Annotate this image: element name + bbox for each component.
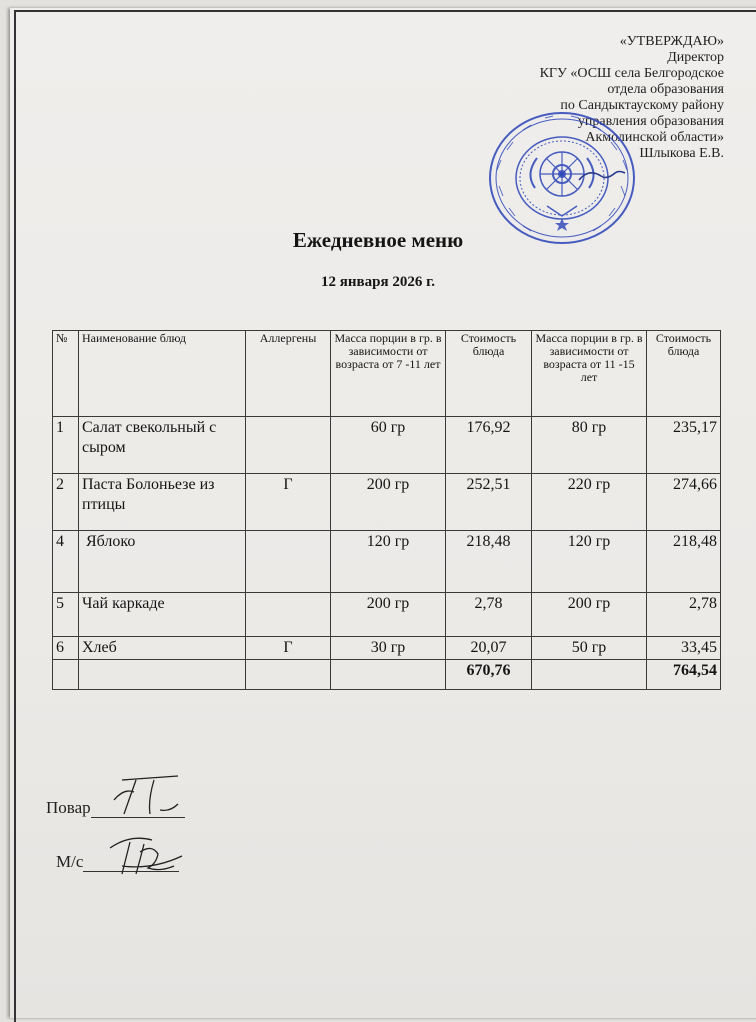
row-number: 5 (53, 593, 79, 637)
totals-row (53, 660, 721, 690)
portion-mass-11-15: 120 гр (532, 531, 647, 593)
row-number: 4 (53, 531, 79, 593)
table-row (53, 593, 721, 637)
header-cell: Стоимость блюда (647, 331, 721, 417)
total-cost-7-11: 670,76 (446, 660, 532, 690)
table-header-row (53, 331, 721, 417)
nurse-signature (100, 830, 190, 880)
portion-mass-11-15: 80 гр (532, 417, 647, 474)
header-cell: Стоимость блюда (446, 331, 532, 417)
allergen-cell (246, 593, 331, 637)
table-row (53, 531, 721, 593)
portion-mass-11-15: 200 гр (532, 593, 647, 637)
approval-line: управления образования (577, 114, 724, 129)
approval-line: Директор (667, 50, 724, 65)
portion-mass-7-11: 60 гр (331, 417, 446, 474)
portion-mass-7-11: 200 гр (331, 593, 446, 637)
row-number: 2 (53, 474, 79, 531)
official-seal-stamp (487, 110, 637, 246)
row-number: 6 (53, 637, 79, 660)
table-row (53, 474, 721, 531)
total-cost-11-15: 764,54 (647, 660, 721, 690)
empty-cell (532, 660, 647, 690)
header-cell: № (53, 331, 79, 417)
portion-mass-7-11: 200 гр (331, 474, 446, 531)
dish-cost-11-15: 235,17 (647, 417, 721, 474)
allergen-cell (246, 417, 331, 474)
allergen-cell (246, 531, 331, 593)
cook-signature (108, 770, 188, 820)
empty-cell (331, 660, 446, 690)
approval-line: КГУ «ОСШ села Белгородское (539, 66, 724, 81)
header-cell: Наименование блюд (79, 331, 246, 417)
dish-name: Паста Болоньезе из птицы (79, 474, 246, 531)
approval-line: «УТВЕРЖДАЮ» (619, 34, 724, 49)
portion-mass-11-15: 50 гр (532, 637, 647, 660)
document-date: 12 января 2026 г. (321, 274, 435, 290)
dish-cost-11-15: 218,48 (647, 531, 721, 593)
approval-line: Акмолинской области» (585, 130, 724, 145)
row-number: 1 (53, 417, 79, 474)
dish-cost-7-11: 218,48 (446, 531, 532, 593)
header-cell: Масса порции в гр. в зависимости от возраста от 7 -11 лет (331, 331, 446, 417)
empty-cell (246, 660, 331, 690)
portion-mass-11-15: 220 гр (532, 474, 647, 531)
menu-table (52, 330, 721, 690)
header-cell: Масса порции в гр. в зависимости от возраста от 11 -15 лет (532, 331, 647, 417)
dish-cost-7-11: 2,78 (446, 593, 532, 637)
portion-mass-7-11: 30 гр (331, 637, 446, 660)
header-cell: Аллергены (246, 331, 331, 417)
dish-cost-7-11: 20,07 (446, 637, 532, 660)
portion-mass-7-11: 120 гр (331, 531, 446, 593)
dish-cost-11-15: 2,78 (647, 593, 721, 637)
dish-cost-11-15: 274,66 (647, 474, 721, 531)
empty-cell (79, 660, 246, 690)
dish-name: Салат свекольный с сыром (79, 417, 246, 474)
table-row (53, 417, 721, 474)
nurse-label: М/с (56, 852, 84, 871)
table-row (53, 637, 721, 660)
dish-name: Яблоко (79, 531, 246, 593)
approval-line: по Сандыктаускому району (560, 98, 724, 113)
allergen-cell: Г (246, 637, 331, 660)
dish-cost-11-15: 33,45 (647, 637, 721, 660)
dish-cost-7-11: 176,92 (446, 417, 532, 474)
document-title: Ежедневное меню (292, 228, 464, 252)
cook-label: Повар (46, 798, 91, 817)
dish-cost-7-11: 252,51 (446, 474, 532, 531)
dish-name: Чай каркаде (79, 593, 246, 637)
allergen-cell: Г (246, 474, 331, 531)
empty-cell (53, 660, 79, 690)
approval-line: Шлыкова Е.В. (639, 146, 724, 161)
approval-line: отдела образования (607, 82, 724, 97)
dish-name: Хлеб (79, 637, 246, 660)
